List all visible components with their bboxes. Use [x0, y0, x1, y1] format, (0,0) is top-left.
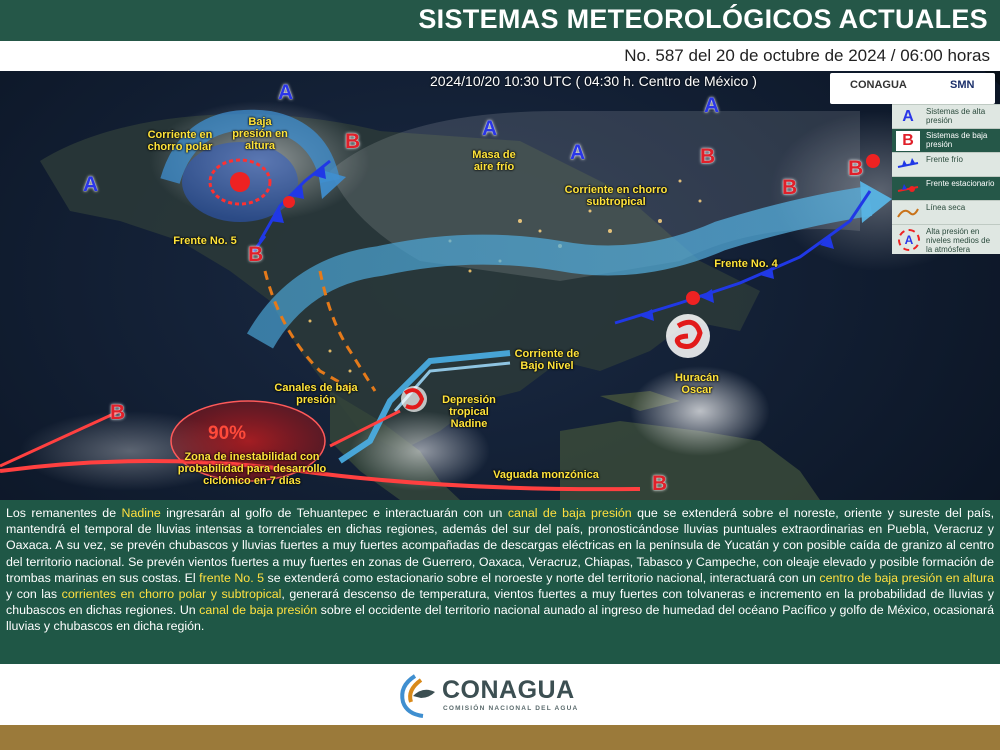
low-pressure-symbol: B	[248, 243, 264, 266]
footer	[0, 664, 1000, 725]
highlight-term: canal de baja presión	[199, 603, 318, 618]
cyclone-probability: 90%	[208, 423, 247, 444]
conagua-logo: CONAGUA	[850, 79, 907, 91]
upper-low-center	[230, 172, 250, 192]
hurricane-oscar-label: Huracán Oscar	[674, 372, 720, 396]
cold-air-mass-label: Masa de aire frío	[472, 149, 516, 173]
low-pressure-symbol: B	[652, 472, 668, 495]
bulletin-number: No. 587 del 20 de octubre de 2024 / 06:00 horas	[624, 46, 990, 65]
low-pressure-channels-label: Canales de baja presión	[274, 382, 358, 406]
smn-logo: SMN	[950, 79, 975, 91]
text-segment: ingresarán al golfo de Tehuantepec e interactuarán con un	[160, 506, 508, 520]
front-4-label: Frente No. 4	[714, 258, 778, 270]
legend-label: Sistemas de alta presión	[926, 107, 986, 125]
highlight-term: Nadine	[121, 506, 161, 520]
upper-low-label: Baja presión en altura	[232, 116, 288, 152]
low-pressure-symbol: B	[782, 176, 798, 199]
footer-org-name: CONAGUA	[442, 676, 575, 704]
low-pressure-symbol: B	[848, 157, 864, 180]
forecast-description	[6, 505, 994, 635]
legend-item-dry-line	[892, 200, 1000, 225]
legend-item-mid-level-high	[892, 224, 1000, 255]
monsoon-trough-label: Vaguada monzónica	[493, 469, 599, 481]
subtropical-jet-label: Corriente en chorro subtropical	[564, 184, 668, 208]
cold-front-icon	[896, 155, 920, 175]
header-bar	[0, 0, 1000, 41]
legend-item-stationary-front	[892, 176, 1000, 201]
legend-label: Sistemas de baja presión	[926, 131, 988, 149]
low-pressure-symbol: B	[345, 130, 361, 153]
high-pressure-symbol: A	[278, 81, 294, 104]
legend-label: Alta presión en niveles medios de la atmósfera	[926, 227, 991, 254]
legend-item-high	[892, 104, 1000, 129]
conagua-emblem-icon	[395, 672, 439, 718]
text-segment: Los remanentes de	[6, 506, 122, 520]
map-timestamp: 2024/10/20 10:30 UTC ( 04:30 h. Centro de México )	[430, 73, 757, 89]
legend-item-low	[892, 128, 1000, 153]
front-4-low-marker	[686, 291, 700, 305]
map-legend	[892, 104, 1000, 254]
instability-zone-label: Zona de inestabilidad con probabilidad para desarrollo ciclónico en 7 días	[177, 451, 327, 487]
agency-logos	[830, 73, 995, 104]
polar-jet-label: Corriente en chorro polar	[147, 129, 213, 153]
text-segment: sobre el occidente del territorio nacional aunado al ingreso de humedad del océano Pacífico y golfo de México, ocasionará lluvias y chubascos en dicha región.	[6, 603, 995, 634]
footer-band	[0, 725, 1000, 750]
conagua-footer-logo	[395, 672, 605, 718]
weather-map	[0, 71, 1000, 500]
high-pressure-symbol: A	[902, 108, 914, 125]
footer-org-subtitle: COMISIÓN NACIONAL DEL AGUA	[443, 705, 579, 712]
highlight-term: corrientes en chorro polar y subtropical	[61, 587, 282, 602]
mid-level-high-symbol: A	[898, 229, 920, 251]
stationary-front-icon	[896, 179, 920, 199]
low-pressure-symbol: B	[700, 145, 716, 168]
legend-label: Frente estacionario	[926, 179, 995, 188]
dry-line-icon	[896, 203, 920, 223]
page-title: SISTEMAS METEOROLÓGICOS ACTUALES	[418, 4, 988, 34]
low-pressure-symbol: B	[896, 131, 920, 151]
forecast-description-panel	[0, 500, 1000, 664]
nadine-label: Depresión tropical Nadine	[442, 394, 496, 430]
legend-label: Línea seca	[926, 203, 966, 212]
text-segment: que se extenderá sobre el noreste, oriente y sureste del país, mantendrá el temporal de lluvias intensas a torrenciales en dichas regiones, además del sur del país, pronosticándose lluvias puntuales extraordinarias en Puebla, Veracruz y Oaxaca. A su vez, se prevén chubascos y lluvias fuertes a muy fuertes acompañadas de descargas eléctricas en la península de Yucatán y con posible caída de granizo al centro del territorio nacional. Se prevén vientos fuertes a muy fuertes en zonas de Guerrero, Oaxaca, Veracruz, Chiapas, Tabasco y Campeche, con oleaje elevado y posible formación de trombas marinas en sus costas. El	[6, 506, 995, 585]
legend-label: Frente frío	[926, 155, 963, 164]
high-pressure-symbol: A	[482, 117, 498, 140]
low-level-jet-label: Corriente de Bajo Nivel	[514, 348, 580, 372]
highlight-term: frente No. 5	[199, 570, 265, 585]
high-pressure-symbol: A	[570, 141, 586, 164]
high-pressure-symbol: A	[704, 94, 720, 117]
highlight-term: canal de baja presión	[507, 506, 632, 520]
text-segment: y con las	[6, 587, 62, 602]
text-segment: se extenderá como estacionario sobre el noroeste y norte del territorio nacional, interactuará con un	[264, 570, 820, 585]
legend-item-cold-front	[892, 152, 1000, 177]
highlight-term: centro de baja presión en altura	[819, 570, 994, 585]
bulletin-bar	[0, 41, 1000, 71]
front-5-label: Frente No. 5	[173, 235, 237, 247]
low-pressure-symbol: B	[110, 401, 126, 424]
text-segment: , generará descenso de temperatura, vientos fuertes a muy fuertes con tolvaneras e incremento en la probabilidad de lluvias y chubascos en dichas regiones. Un	[6, 587, 994, 618]
front-5-low-marker	[283, 196, 295, 208]
high-pressure-symbol: A	[83, 173, 99, 196]
